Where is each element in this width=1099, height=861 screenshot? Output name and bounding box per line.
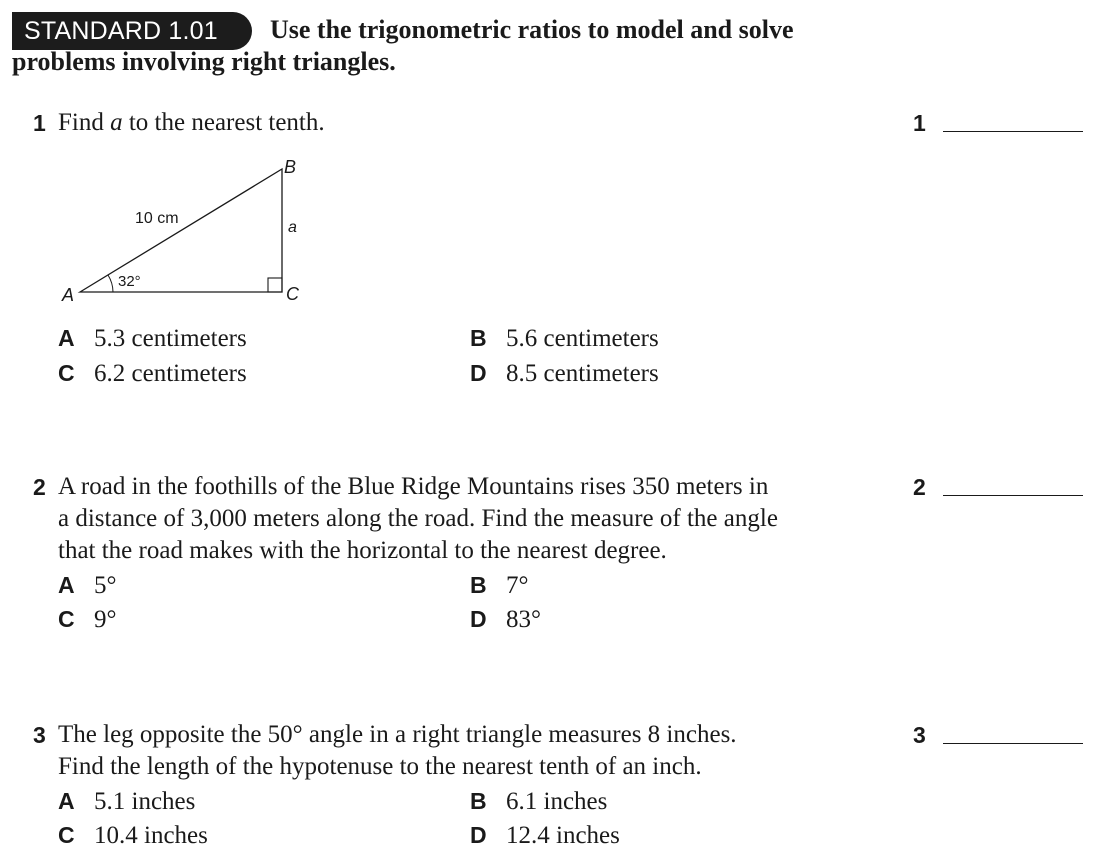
choice-letter: C [58,360,75,386]
question-1-text-line-1: Find a to the nearest tenth. [58,109,325,136]
choice-text: 5.6 centimeters [506,325,659,352]
choice-text: 5° [94,572,117,599]
choice-letter: C [58,822,75,848]
choice-letter: A [58,572,75,598]
choice-letter: D [470,360,487,386]
q3-choice-a[interactable] [58,788,195,816]
q2-choice-c[interactable] [58,606,117,634]
q3-choice-c[interactable] [58,822,208,850]
choice-letter: B [470,788,487,814]
q2-choice-a[interactable] [58,572,117,600]
choice-letter: D [470,606,487,632]
hypotenuse-label: 10 cm [135,210,179,227]
q1-choice-a[interactable] [58,325,247,353]
standard-title-line-1: Use the trigonometric ratios to model and solve [270,15,794,44]
question-2-text-line-3: that the road makes with the horizontal to the nearest degree. [58,537,667,564]
answer-3-blank[interactable] [943,743,1083,744]
choice-text: 7° [506,572,529,599]
choice-text: 5.1 inches [94,788,196,815]
choice-letter: D [470,822,487,848]
answer-1-blank[interactable] [943,131,1083,132]
question-3-text-line-1: The leg opposite the 50° angle in a right triangle measures 8 inches. [58,721,737,748]
q3-choice-d[interactable] [470,822,620,850]
answer-2-number: 2 [913,474,926,500]
answer-1-number: 1 [913,110,926,136]
right-angle-marker [268,278,282,292]
question-2-text [58,471,778,567]
choice-text: 12.4 inches [506,822,620,849]
choice-letter: B [470,572,487,598]
question-2-text-line-2: a distance of 3,000 meters along the road. Find the measure of the angle [58,505,778,532]
question-3-number: 3 [33,722,46,748]
angle-arc [108,275,113,292]
question-3-text [58,719,737,783]
choice-text: 9° [94,606,117,633]
question-2-number: 2 [33,474,46,500]
right-triangle-diagram [55,150,315,310]
answer-3-number: 3 [913,722,926,748]
question-1-number: 1 [33,110,46,136]
q1-choice-d[interactable] [470,360,659,388]
side-a-label: a [288,219,297,236]
choice-text: 8.5 centimeters [506,360,659,387]
choice-letter: A [58,325,75,351]
choice-text: 6.2 centimeters [94,360,247,387]
vertex-b-label: B [284,157,297,177]
q1-choice-b[interactable] [470,325,659,353]
question-1-text [58,107,325,139]
vertex-a-label: A [62,285,75,305]
q3-choice-b[interactable] [470,788,607,816]
standard-title-line-2: problems involving right triangles. [12,47,396,76]
triangle-outline [80,169,282,292]
angle-label: 32° [118,273,141,290]
q1-choice-c[interactable] [58,360,247,388]
choice-letter: B [470,325,487,351]
choice-text: 5.3 centimeters [94,325,247,352]
q2-choice-b[interactable] [470,572,529,600]
question-3-text-line-2: Find the length of the hypotenuse to the nearest tenth of an inch. [58,753,702,780]
answer-2-blank[interactable] [943,495,1083,496]
choice-letter: C [58,606,75,632]
choice-text: 83° [506,606,541,633]
choice-letter: A [58,788,75,814]
question-2-text-line-1: A road in the foothills of the Blue Ridge Mountains rises 350 meters in [58,473,769,500]
choice-text: 6.1 inches [506,788,608,815]
vertex-c-label: C [286,284,299,304]
q2-choice-d[interactable] [470,606,541,634]
choice-text: 10.4 inches [94,822,208,849]
standard-badge: STANDARD 1.01 [12,12,252,50]
